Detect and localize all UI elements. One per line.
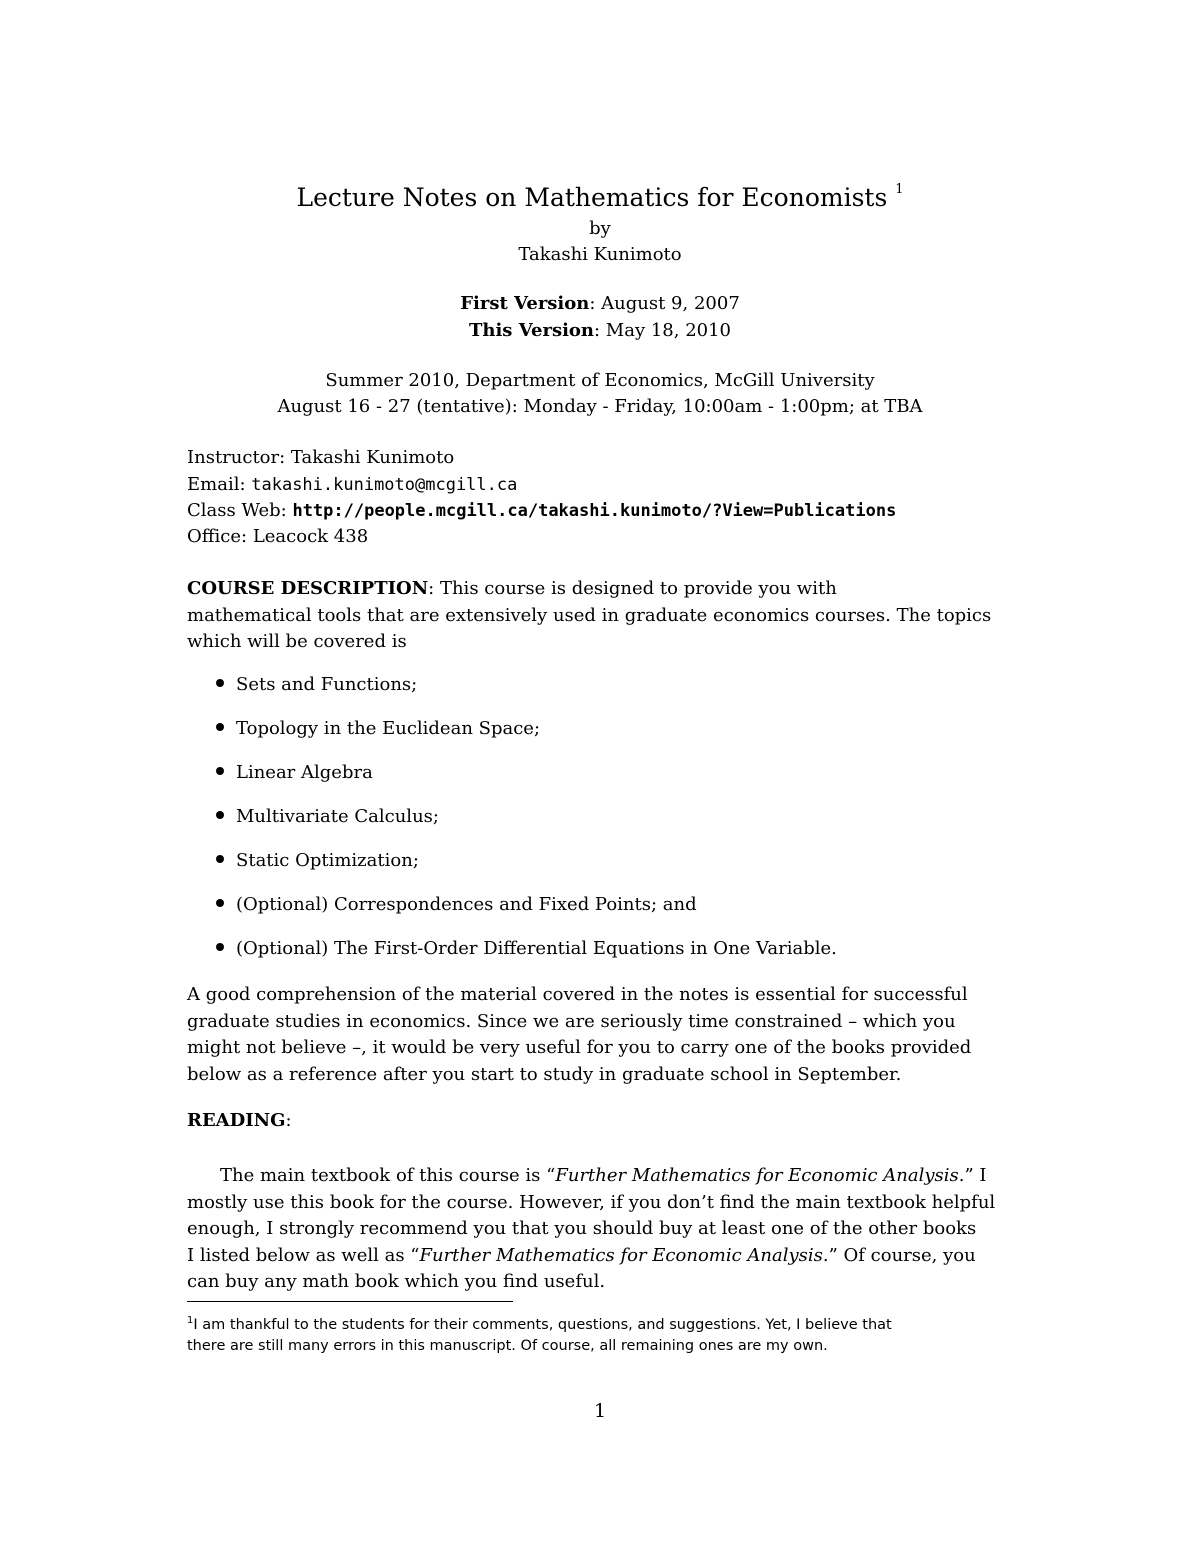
footnote-text: I am thankful to the students for their comments, questions, and suggestions. Yet, I believe that [193,1316,892,1333]
web-line [187,500,896,521]
schedule-info: August 16 - 27 (tentative): Monday - Friday, 10:00am - 1:00pm; at TBA [277,396,923,417]
topic-text: Sets and Functions; [236,674,418,695]
paragraph-line: might not believe –, it would be very useful for you to carry one of the books provided [187,1037,972,1058]
course-description [187,576,1013,656]
reading-heading-colon: : [285,1110,292,1131]
paragraph-line [187,1163,1013,1190]
reading-text: The main textbook of this course is “ [220,1165,556,1186]
topic-text: Linear Algebra [236,762,373,783]
author-name: Takashi Kunimoto [518,244,682,265]
course-description-line: which will be covered is [187,631,407,652]
bullet-icon [216,811,224,819]
course-description-line: mathematical tools that are extensively used in graduate economics courses. The topics [187,604,992,626]
document-title [0,183,1200,212]
bullet-icon [216,899,224,907]
reading-heading-text: READING [187,1110,286,1131]
topic-text: Static Optimization; [236,850,419,871]
paragraph-line: enough, I strongly recommend you that you should buy at least one of the other books [187,1218,977,1239]
topic-text: (Optional) Correspondences and Fixed Points; and [236,894,697,915]
web-url[interactable]: http://people.mcgill.ca/takashi.kunimoto/?View=Publications [292,501,897,521]
title-footnote-mark: 1 [895,181,904,197]
topic-text: Topology in the Euclidean Space; [236,718,541,739]
reading-text: I listed below as well as “ [187,1244,420,1266]
first-version [0,293,1200,314]
by-line: by [589,218,611,239]
topic-item [216,894,697,915]
bullet-icon [216,723,224,731]
email-label: Email: [187,474,252,495]
bullet-icon [216,943,224,951]
book-title: Further Mathematics for Economic Analysis. [419,1244,829,1266]
bullet-icon [216,767,224,775]
paragraph-line: graduate studies in economics. Since we are seriously time constrained – which you [187,1010,956,1032]
bullet-icon [216,679,224,687]
topic-item [216,718,540,739]
paragraph-line: can buy any math book which you find useful. [187,1271,606,1292]
this-version [0,320,1200,341]
topic-text: Multivariate Calculus; [236,806,439,827]
first-version-label: First Version [460,293,590,314]
email-address[interactable]: takashi.kunimoto@mcgill.ca [251,475,518,495]
course-description-line: : This course is designed to provide you with [428,578,837,599]
topic-item [216,806,439,827]
bullet-icon [216,855,224,863]
first-version-value: : August 9, 2007 [589,293,740,314]
reading-paragraph [187,1163,1013,1296]
instructor-line: Instructor: Takashi Kunimoto [187,447,455,468]
office-line: Office: Leacock 438 [187,526,369,547]
book-title: Further Mathematics for Economic Analysis. [555,1165,965,1186]
paragraph-line [187,1243,1013,1270]
this-version-label: This Version [468,320,595,341]
term-info: Summer 2010, Department of Economics, McGill University [325,370,875,391]
reading-text: ” I [964,1165,987,1186]
topic-item [216,762,373,783]
web-label: Class Web: [187,500,293,521]
page-number: 1 [593,1400,607,1422]
paragraph-line: mostly use this book for the course. However, if you don’t find the main textbook helpful [187,1191,996,1213]
footnote-text: there are still many errors in this manuscript. Of course, all remaining ones are my own. [187,1337,828,1354]
comprehension-paragraph [187,982,1013,1088]
footnote-divider [187,1301,513,1302]
footnote [187,1310,1013,1357]
title-text: Lecture Notes on Mathematics for Economists [296,183,888,212]
topic-item [216,850,419,871]
this-version-value: : May 18, 2010 [594,320,732,341]
topic-text: (Optional) The First-Order Differential Equations in One Variable. [236,938,837,959]
topic-item [216,938,837,959]
reading-text: ” Of course, you [828,1244,976,1266]
reading-heading [187,1110,292,1131]
paragraph-line: below as a reference after you start to study in graduate school in September. [187,1063,902,1085]
topic-item [216,674,417,695]
course-description-heading: COURSE DESCRIPTION [187,578,429,599]
email-line [187,474,517,495]
footnote-mark: 1 [187,1315,194,1326]
paragraph-line: A good comprehension of the material covered in the notes is essential for successful [187,984,968,1005]
